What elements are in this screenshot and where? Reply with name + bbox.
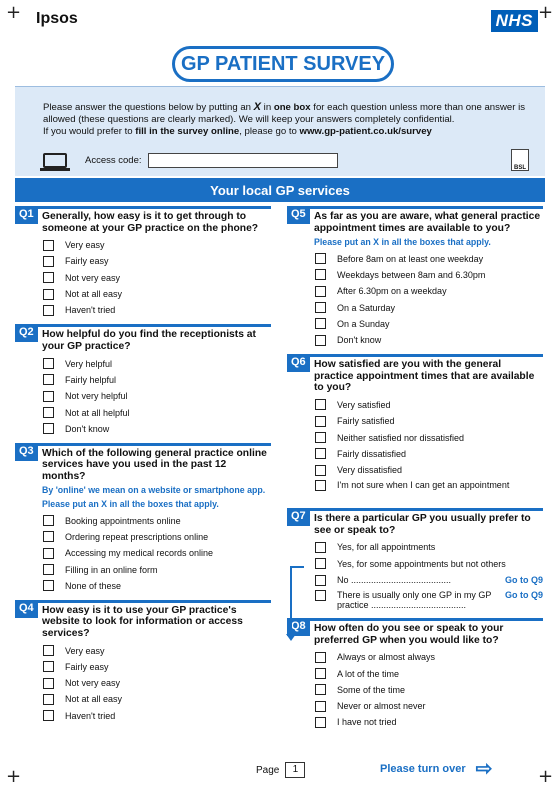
answer-checkbox[interactable]: [315, 318, 326, 329]
question-instruction: By 'online' we mean on a website or smartphone app.: [42, 485, 266, 496]
answer-option[interactable]: [15, 659, 271, 675]
answer-checkbox[interactable]: [43, 564, 54, 575]
intro-bold: fill in the survey online: [135, 126, 240, 137]
answer-label: Not very helpful: [65, 391, 128, 402]
answer-label: Haven't tried: [65, 710, 116, 721]
question-q4: [15, 600, 271, 724]
answer-option[interactable]: [15, 237, 271, 253]
answer-option[interactable]: [287, 572, 543, 588]
answer-option[interactable]: [15, 302, 271, 318]
answer-option[interactable]: [287, 429, 543, 445]
question-text: Generally, how easy is it to get through to someone at your GP practice on the phone?: [38, 206, 271, 234]
answer-label: On a Saturday: [337, 302, 396, 313]
question-q7: [287, 508, 543, 612]
question-q1: [15, 206, 271, 318]
routing-arrow-head: [286, 634, 296, 641]
answer-label: Don't know: [65, 423, 110, 434]
options-list: [15, 512, 271, 593]
answer-checkbox[interactable]: [43, 515, 54, 526]
answer-checkbox[interactable]: [43, 256, 54, 267]
ipsos-logo: Ipsos: [36, 10, 78, 27]
question-number: Q7: [287, 508, 310, 526]
answer-checkbox[interactable]: [315, 253, 326, 264]
answer-label: Weekdays between 8am and 6.30pm: [337, 269, 486, 280]
answer-option[interactable]: [15, 561, 271, 577]
intro-bold: one box: [273, 102, 311, 113]
answer-checkbox[interactable]: [315, 701, 326, 712]
answer-label: A lot of the time: [337, 668, 400, 679]
answer-label: There is usually only one GP in my GP practice ......................................: [337, 590, 492, 611]
access-code-row: [43, 153, 338, 168]
turn-over-label: Please turn over: [380, 763, 466, 775]
answer-option[interactable]: [287, 283, 543, 299]
question-q8: [287, 618, 543, 730]
intro-online: [43, 126, 529, 138]
answer-checkbox[interactable]: [43, 272, 54, 283]
answer-label: I have not tried: [337, 717, 397, 728]
answer-option[interactable]: [15, 388, 271, 404]
options-list: [287, 649, 543, 730]
answer-label: Yes, for all appointments: [337, 542, 436, 553]
answer-checkbox[interactable]: [43, 580, 54, 591]
question-q5: [287, 206, 543, 348]
answer-option[interactable]: [287, 682, 543, 698]
answer-option[interactable]: [287, 316, 543, 332]
left-column: [15, 206, 271, 730]
question-header: [287, 618, 543, 646]
answer-option[interactable]: [15, 545, 271, 561]
answer-option[interactable]: [15, 372, 271, 388]
answer-checkbox[interactable]: [43, 289, 54, 300]
right-column: [287, 206, 543, 737]
intro-part: , please go to: [239, 126, 300, 137]
answer-option[interactable]: [15, 286, 271, 302]
answer-checkbox[interactable]: [315, 480, 326, 491]
question-number: Q2: [15, 324, 38, 342]
answer-checkbox[interactable]: [315, 286, 326, 297]
answer-label: None of these: [65, 580, 122, 591]
question-header: [287, 508, 543, 536]
answer-checkbox[interactable]: [43, 661, 54, 672]
answer-label: Very dissatisfied: [337, 465, 403, 476]
goto-instruction: Go to Q9: [505, 575, 543, 585]
answer-option[interactable]: [287, 539, 543, 555]
question-number: Q4: [15, 600, 38, 618]
answer-option[interactable]: [287, 413, 543, 429]
page-label: Page: [256, 764, 280, 776]
answer-option[interactable]: [287, 714, 543, 730]
answer-label: Filling in an online form: [65, 564, 158, 575]
question-text: How often do you see or speak to your preferred GP when you would like to?: [310, 618, 543, 646]
answer-option[interactable]: [15, 253, 271, 269]
answer-label: Very easy: [65, 240, 105, 251]
answer-checkbox[interactable]: [315, 684, 326, 695]
answer-label: Not at all easy: [65, 694, 123, 705]
answer-label: Not at all helpful: [65, 407, 130, 418]
answer-option[interactable]: [287, 478, 543, 502]
intro-panel: [15, 86, 545, 176]
answer-checkbox[interactable]: [315, 717, 326, 728]
answer-label: Fairly easy: [65, 661, 109, 672]
answer-label: Yes, for some appointments but not others: [337, 558, 506, 569]
arrow-right-icon: ⇨: [475, 758, 493, 780]
answer-option[interactable]: [15, 675, 271, 691]
answer-checkbox[interactable]: [315, 335, 326, 346]
survey-title: GP PATIENT SURVEY: [172, 46, 394, 82]
answer-option[interactable]: [287, 332, 543, 348]
answer-label: Very satisfied: [337, 399, 391, 410]
answer-checkbox[interactable]: [315, 416, 326, 427]
answer-option[interactable]: [15, 404, 271, 420]
crop-mark: +: [538, 766, 554, 787]
answer-label: Not at all easy: [65, 289, 123, 300]
answer-option[interactable]: [287, 665, 543, 681]
question-header: [15, 206, 271, 234]
answer-checkbox[interactable]: [315, 558, 326, 569]
answer-option[interactable]: [287, 649, 543, 665]
answer-label: After 6.30pm on a weekday: [337, 286, 447, 297]
laptop-icon: [43, 153, 67, 168]
answer-checkbox[interactable]: [43, 645, 54, 656]
answer-option[interactable]: [15, 708, 271, 724]
answer-label: Fairly easy: [65, 256, 109, 267]
intro-part: in: [261, 102, 274, 113]
answer-label: Fairly dissatisfied: [337, 448, 407, 459]
answer-label: Fairly satisfied: [337, 416, 395, 427]
intro-part: Please answer the questions below by putting an: [43, 102, 254, 113]
answer-label: Not very easy: [65, 678, 121, 689]
answer-checkbox[interactable]: [315, 590, 326, 601]
answer-checkbox[interactable]: [43, 531, 54, 542]
question-number: Q3: [15, 443, 38, 461]
answer-label: Some of the time: [337, 684, 406, 695]
crop-mark: +: [6, 2, 22, 23]
question-number: Q6: [287, 354, 310, 372]
intro-part: If you would prefer to: [43, 126, 136, 137]
answer-checkbox[interactable]: [315, 575, 326, 586]
answer-option[interactable]: [15, 512, 271, 528]
question-text: How satisfied are you with the general practice appointment times that are available to you?: [310, 354, 543, 394]
question-text: Is there a particular GP you usually prefer to see or speak to?: [310, 508, 543, 536]
answer-checkbox[interactable]: [43, 374, 54, 385]
answer-label: Booking appointments online: [65, 515, 181, 526]
answer-option[interactable]: [287, 397, 543, 413]
answer-checkbox[interactable]: [315, 668, 326, 679]
answer-checkbox[interactable]: [43, 548, 54, 559]
answer-option[interactable]: [15, 691, 271, 707]
answer-label: Not very easy: [65, 272, 121, 283]
intro-text: [43, 95, 529, 126]
survey-url-link[interactable]: www.gp-patient.co.uk/survey: [299, 126, 432, 137]
question-header: [15, 600, 271, 640]
access-code-label: Access code:: [85, 154, 142, 166]
answer-label: I'm not sure when I can get an appointment: [337, 480, 510, 491]
bsl-icon: BSL: [511, 149, 529, 171]
answer-checkbox[interactable]: [43, 710, 54, 721]
answer-option[interactable]: [287, 267, 543, 283]
answer-label: Haven't tried: [65, 305, 116, 316]
answer-label: Accessing my medical records online: [65, 548, 214, 559]
answer-checkbox[interactable]: [43, 423, 54, 434]
answer-option[interactable]: [15, 642, 271, 658]
question-q6: [287, 354, 543, 502]
question-q3: [15, 443, 271, 594]
options-list: [287, 397, 543, 502]
answer-checkbox[interactable]: [43, 358, 54, 369]
turn-over: [380, 758, 493, 780]
question-header: [287, 206, 543, 234]
answer-label: Never or almost never: [337, 701, 426, 712]
answer-option[interactable]: [15, 355, 271, 371]
intro-part: for each question unless more than one answer is allowed (these questions are clearly marked). We will keep your answers completely confidential.: [43, 102, 525, 125]
question-number: Q5: [287, 206, 310, 224]
answer-checkbox[interactable]: [315, 269, 326, 280]
options-list: [15, 355, 271, 436]
question-header: [15, 443, 271, 483]
question-text: As far as you are aware, what general practice appointment times are available to you?: [310, 206, 543, 234]
answer-option[interactable]: [15, 270, 271, 286]
answer-option[interactable]: [15, 578, 271, 594]
question-text: How helpful do you find the receptionists at your GP practice?: [38, 324, 271, 352]
x-mark: X: [253, 101, 262, 113]
question-instruction: Please put an X in all the boxes that apply.: [42, 498, 219, 509]
answer-label: Fairly helpful: [65, 374, 117, 385]
page-number: 1: [285, 762, 305, 778]
answer-checkbox[interactable]: [315, 542, 326, 553]
answer-option[interactable]: [287, 556, 543, 572]
answer-checkbox[interactable]: [315, 652, 326, 663]
answer-label: On a Sunday: [337, 318, 390, 329]
question-header: [15, 324, 271, 352]
answer-label: Very helpful: [65, 358, 113, 369]
section-header: Your local GP services: [15, 178, 545, 202]
question-instruction: Please put an X in all the boxes that apply.: [314, 237, 491, 247]
answer-option[interactable]: [287, 446, 543, 462]
options-list: [15, 237, 271, 318]
answer-label: Before 8am on at least one weekday: [337, 253, 484, 264]
answer-checkbox[interactable]: [43, 694, 54, 705]
options-list: [287, 539, 543, 612]
question-q2: [15, 324, 271, 436]
answer-checkbox[interactable]: [315, 302, 326, 313]
question-text: How easy is it to use your GP practice's website to look for information or access services?: [38, 600, 271, 640]
answer-checkbox[interactable]: [315, 448, 326, 459]
page-indicator: [256, 762, 305, 778]
answer-checkbox[interactable]: [43, 240, 54, 251]
question-header: [287, 354, 543, 394]
answer-checkbox[interactable]: [43, 407, 54, 418]
answer-option[interactable]: [287, 462, 543, 478]
answer-checkbox[interactable]: [315, 432, 326, 443]
answer-option[interactable]: [287, 299, 543, 315]
answer-label: Always or almost always: [337, 652, 436, 663]
answer-checkbox[interactable]: [43, 305, 54, 316]
answer-checkbox[interactable]: [43, 678, 54, 689]
answer-checkbox[interactable]: [315, 399, 326, 410]
question-number: Q1: [15, 206, 38, 224]
question-text: Which of the following general practice online services have you used in the past 12 months?: [38, 443, 271, 483]
answer-option[interactable]: [15, 529, 271, 545]
answer-label: No ........................................: [337, 575, 452, 585]
access-code-field[interactable]: [148, 153, 338, 168]
answer-checkbox[interactable]: [43, 391, 54, 402]
options-list: [15, 642, 271, 723]
options-list: [287, 251, 543, 349]
nhs-logo: NHS: [491, 10, 538, 32]
answer-option[interactable]: [287, 251, 543, 267]
crop-mark: +: [538, 2, 554, 23]
routing-arrow: [290, 566, 304, 638]
question-number: Q8: [287, 618, 310, 636]
answer-option[interactable]: [15, 421, 271, 437]
answer-checkbox[interactable]: [315, 465, 326, 476]
answer-label: Very easy: [65, 645, 105, 656]
answer-label: Neither satisfied nor dissatisfied: [337, 432, 465, 443]
answer-option[interactable]: [287, 588, 543, 612]
answer-label: Ordering repeat prescriptions online: [65, 531, 209, 542]
goto-instruction: Go to Q9: [505, 590, 543, 601]
crop-mark: +: [6, 766, 22, 787]
answer-label: Don't know: [337, 335, 382, 346]
answer-option[interactable]: [287, 698, 543, 714]
